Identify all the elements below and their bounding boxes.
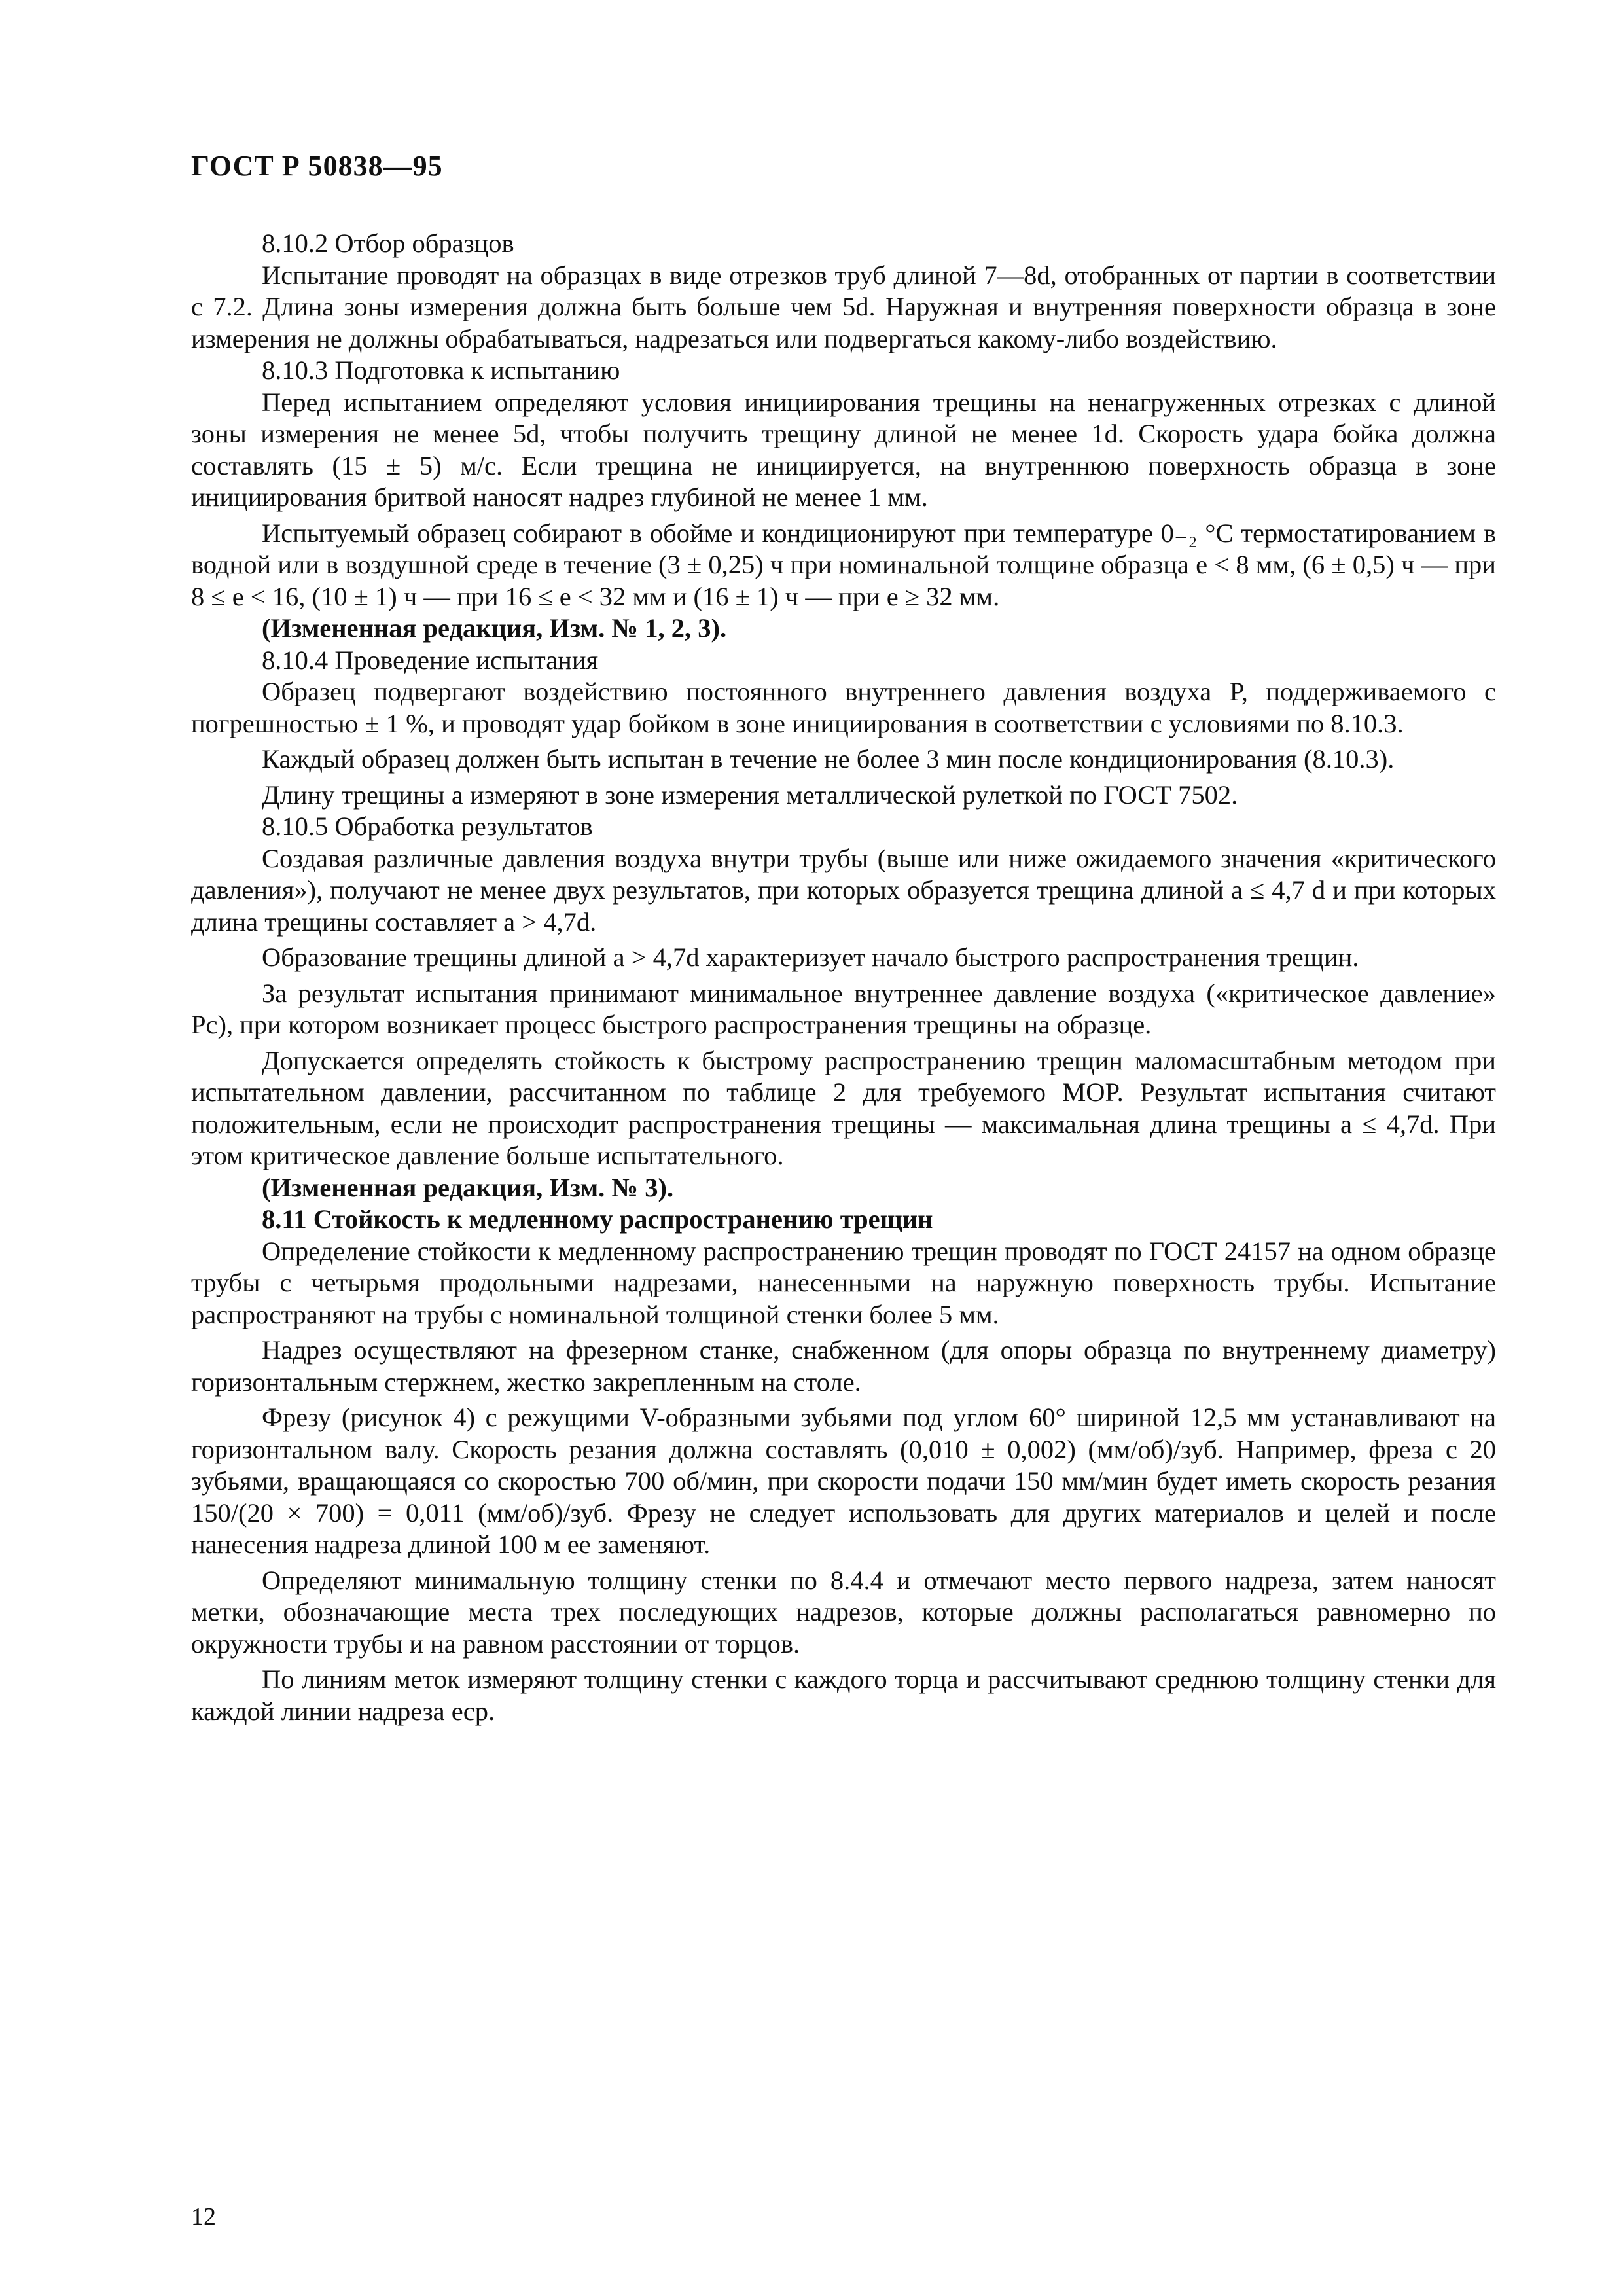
paragraph-crack-length: Длину трещины a измеряют в зоне измерения металлической рулеткой по ГОСТ 7502. (262, 780, 1238, 810)
paragraph-test-timing: Каждый образец должен быть испытан в течение не более 3 мин после кондиционирования (8.10.3). (262, 744, 1395, 774)
paragraph-8-10-3-heading: 8.10.3 Подготовка к испытанию (262, 355, 620, 385)
paragraph-notch-milling: Надрез осуществляют на фрезерном станке, снабженном (для опоры образца по внутреннему диаметру) горизонтальным стержнем, жестко закрепленным на столе. (191, 1335, 1496, 1397)
paragraph-8-10-4-heading: 8.10.4 Проведение испытания (262, 645, 599, 675)
paragraph-cutter: Фрезу (рисунок 4) с режущими V-образными зубьями под углом 60° шириной 12,5 мм устанавливают на горизонтальном валу. Скорость резания должна составлять (0,010 ± 0,002) (мм/об)/зуб. Например, фреза с 20 зубьями, вращающаяся со скоростью 700 об/мин, при скорости подачи 150 мм/мин будет иметь скорость резания 150/(20 × 700) = 0,011 (мм/об)/зуб. Фрезу не следует использовать для других материалов и целей и после нанесения надреза длиной 100 м ее заменяют. (191, 1403, 1496, 1559)
paragraph-min-wall-thickness: Определяют минимальную толщину стенки по 8.4.4 и отмечают место первого надреза, затем наносят метки, обозначающие места трех последующих надрезов, которые должны располагаться равномерно по окружности трубы и на равном расстоянии от торцов. (191, 1565, 1496, 1659)
paragraph-results-pressures: Создавая различные давления воздуха внутри трубы (выше или ниже ожидаемого значения «критического давления»), получают не менее двух результатов, при которых образуется трещина длиной a ≤ 4,7 d и при которых длина трещины составляет a > 4,7d. (191, 843, 1496, 937)
paragraph-test-procedure: Образец подвергают воздействию постоянного внутреннего давления воздуха P, поддерживаемого с погрешностью ± 1 %, и проводят удар бойком в зоне инициирования в соответствии с условиями по 8.10.3. (191, 677, 1496, 738)
paragraph-preparation: Перед испытанием определяют условия инициирования трещины на ненагруженных отрезках с длиной зоны измерения не менее 5d, чтобы получить трещину длиной не менее 1d. Скорость удара бойка должна составлять (15 ± 5) м/с. Если трещина не инициируется, на внутреннюю поверхность образца в зоне инициирования бритвой наносят надрез глубиной не менее 1 мм. (191, 387, 1496, 512)
paragraph-average-thickness: По линиям меток измеряют толщину стенки с каждого торца и рассчитывают среднюю толщину стенки для каждой линии надреза eср. (191, 1664, 1496, 1726)
paragraph-rapid-propagation: Образование трещины длиной a > 4,7d характеризует начало быстрого распространения трещин. (262, 942, 1359, 972)
paragraph-slow-crack-definition: Определение стойкости к медленному распространению трещин проводят по ГОСТ 24157 на одном образце трубы с четырьмя продольными надрезами, нанесенными на наружную поверхность трубы. Испытание распространяют на трубы с номинальной толщиной стенки более 5 мм. (191, 1236, 1496, 1329)
paragraph-critical-pressure: За результат испытания принимают минимальное внутреннее давление воздуха («критическое давление» Pc), при котором возникает процесс быстрого распространения трещины на образце. (191, 978, 1496, 1039)
paragraph-8-10-5-heading: 8.10.5 Обработка результатов (262, 812, 593, 841)
paragraph-sampling: Испытание проводят на образцах в виде отрезков труб длиной 7—8d, отобранных от партии в соответствии с 7.2. Длина зоны измерения должна быть больше чем 5d. Наружная и внутренняя поверхности образца в зоне измерения не должны обрабатываться, надрезаться или подвергаться какому-либо воздействию. (191, 260, 1496, 353)
document-body (191, 228, 1496, 1727)
paragraph-small-scale-method: Допускается определять стойкость к быстрому распространению трещин маломасштабным методом при испытательном давлении, рассчитанном по таблице 2 для требуемого MOP. Результат испытания считают положительным, если не происходит распространения трещины — максимальная длина трещины a ≤ 4,7d. При этом критическое давление больше испытательного. (191, 1045, 1496, 1170)
page-number: 12 (191, 2203, 216, 2231)
paragraph-amendment-1-2-3: (Измененная редакция, Изм. № 1, 2, 3). (262, 613, 727, 643)
paragraph-amendment-3: (Измененная редакция, Изм. № 3). (262, 1172, 674, 1202)
document-header-title: ГОСТ Р 50838—95 (191, 150, 443, 182)
section-8-11-heading: 8.11 Стойкость к медленному распространению трещин (262, 1204, 933, 1234)
paragraph-conditioning: Испытуемый образец собирают в обойме и кондиционируют при температуре 0₋₂ °С термостатированием в водной или в воздушной среде в течение (3 ± 0,25) ч при номинальной толщине образца e < 8 мм, (6 ± 0,5) ч — при 8 ≤ e < 16, (10 ± 1) ч — при 16 ≤ e < 32 мм и (16 ± 1) ч — при e ≥ 32 мм. (191, 518, 1496, 611)
paragraph-8-10-2-heading: 8.10.2 Отбор образцов (262, 228, 514, 258)
